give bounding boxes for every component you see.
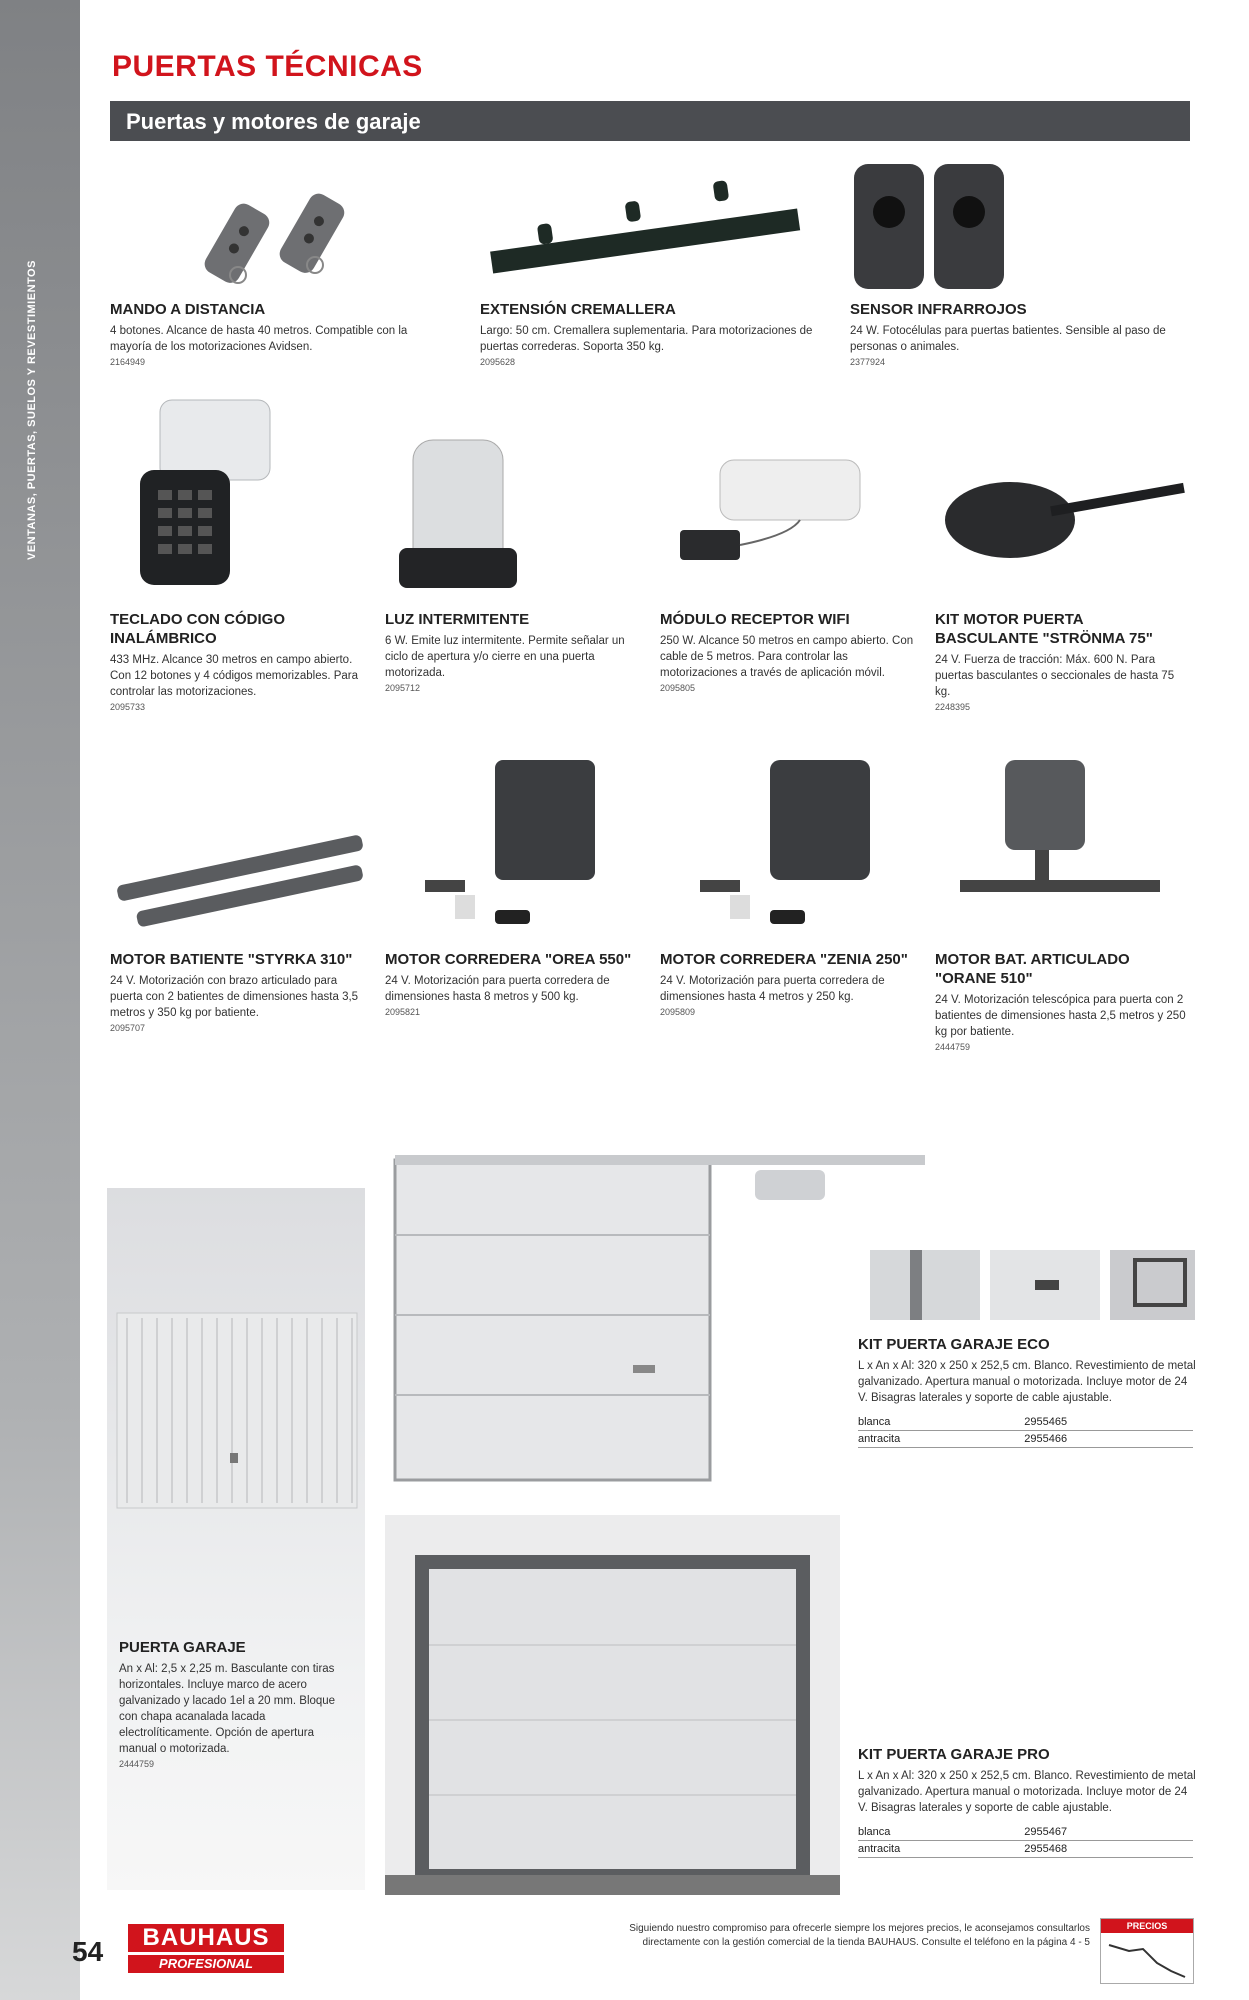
section-title: Puertas y motores de garaje [126, 109, 421, 134]
page-title: PUERTAS TÉCNICAS [112, 50, 423, 83]
product-name: MOTOR CORREDERA "ZENIA 250" [660, 951, 908, 968]
variant-ref: 2955468 [1024, 1841, 1193, 1858]
rack-image [480, 180, 820, 300]
product-desc: 24 V. Motorización con brazo articulado para puerta con 2 batientes de dimensiones hasta 3,5 metros y 350 kg por batiente. [110, 975, 359, 1019]
tilt-motor-image [935, 450, 1190, 610]
product-name: MOTOR BATIENTE "STYRKA 310" [110, 951, 353, 968]
zenia-image [660, 760, 915, 950]
product-desc: L x An x Al: 320 x 250 x 252,5 cm. Blanco. Revestimiento de metal galvanizado. Apertura manual o motorizada. Incluye motor de 24 V. Bisagras laterales y soporte de cable ajustable. [858, 1360, 1196, 1404]
product-ref: 2444759 [119, 1759, 155, 1769]
product-ref: 2164949 [110, 357, 146, 367]
keypad-image [110, 390, 365, 610]
product-ref: 2248395 [935, 702, 971, 712]
bauhaus-logo [128, 1924, 284, 1974]
garage-door-image [107, 1188, 365, 1638]
product-desc: An x Al: 2,5 x 2,25 m. Basculante con tiras horizontales. Incluye marco de acero galvanizado y lacado 1el a 20 mm. Bloque con chapa acanalada lacada electrolíticamente. Opción de apertura manual o motorizada. [119, 1663, 336, 1755]
logo-bottom-text: PROFESIONAL [128, 1955, 284, 1973]
product-name: MANDO A DISTANCIA [110, 301, 266, 318]
eco-variant-table [858, 1414, 1193, 1448]
orea-image [385, 760, 640, 950]
product-name: MOTOR BAT. ARTICULADO "ORANE 510" [935, 951, 1130, 987]
product-name: TECLADO CON CÓDIGO INALÁMBRICO [110, 611, 285, 647]
product-rack-extension[interactable] [480, 180, 820, 367]
product-name: KIT PUERTA GARAJE ECO [858, 1336, 1050, 1353]
variant-ref: 2955465 [1024, 1414, 1193, 1431]
badge-label: PRECIOS [1101, 1919, 1193, 1933]
product-keypad[interactable] [110, 390, 365, 712]
product-ref: 2095707 [110, 1023, 146, 1033]
table-row [858, 1824, 1193, 1841]
eco-door-image [385, 1150, 935, 1490]
product-name: LUZ INTERMITENTE [385, 611, 530, 628]
product-desc: 24 V. Fuerza de tracción: Máx. 600 N. Para puertas basculantes o seccionales de hasta 75 kg. [935, 654, 1175, 698]
product-desc: 4 botones. Alcance de hasta 40 metros. Compatible con la mayoría de los motorizaciones Avidsen. [110, 325, 408, 353]
price-badge [1100, 1918, 1194, 1984]
product-ref: 2095805 [660, 683, 696, 693]
sidebar-text: VENTANAS, PUERTAS, SUELOS Y REVESTIMIENTOS [26, 260, 38, 560]
product-desc: Largo: 50 cm. Cremallera suplementaria. Para motorizaciones de puertas correderas. Soporta 350 kg. [480, 325, 813, 353]
variant-label: antracita [858, 1431, 1024, 1448]
product-remote[interactable] [110, 180, 450, 367]
price-trend-icon [1101, 1933, 1193, 1983]
product-kit-pro[interactable] [858, 1745, 1198, 1858]
product-name: KIT PUERTA GARAJE PRO [858, 1746, 1050, 1763]
variant-label: blanca [858, 1824, 1024, 1841]
product-ref: 2095821 [385, 1007, 421, 1017]
variant-ref: 2955467 [1024, 1824, 1193, 1841]
product-desc: 250 W. Alcance 50 metros en campo abierto. Con cable de 5 metros. Para controlar las motorizaciones a través de aplicación móvil. [660, 635, 914, 679]
product-wifi-receiver[interactable] [660, 440, 915, 693]
table-row [858, 1431, 1193, 1448]
product-motor-orea[interactable] [385, 760, 640, 1017]
product-desc: L x An x Al: 320 x 250 x 252,5 cm. Blanco. Revestimiento de metal galvanizado. Apertura manual o motorizada. Incluye motor de 24 V. Bisagras laterales y soporte de cable ajustable. [858, 1770, 1196, 1814]
product-name: EXTENSIÓN CREMALLERA [480, 301, 676, 318]
variant-ref: 2955466 [1024, 1431, 1193, 1448]
product-infrared-sensor[interactable] [850, 160, 1190, 367]
pro-variant-table [858, 1824, 1193, 1858]
table-row [858, 1841, 1193, 1858]
eco-detail-thumbnails [870, 1250, 1195, 1320]
section-header [110, 101, 1190, 141]
product-motor-styrka[interactable] [110, 760, 365, 1033]
product-desc: 24 V. Motorización para puerta corredera de dimensiones hasta 8 metros y 500 kg. [385, 975, 610, 1003]
variant-label: antracita [858, 1841, 1024, 1858]
orane-image [935, 760, 1190, 950]
flash-light-image [385, 420, 640, 610]
product-name: PUERTA GARAJE [119, 1639, 246, 1656]
product-kit-eco[interactable] [858, 1335, 1198, 1448]
product-motor-zenia[interactable] [660, 760, 915, 1017]
product-ref: 2095733 [110, 702, 146, 712]
product-ref: 2095809 [660, 1007, 696, 1017]
variant-label: blanca [858, 1414, 1024, 1431]
product-desc: 6 W. Emite luz intermitente. Permite señalar un ciclo de apertura y/o cierre en una puerta motorizada. [385, 635, 625, 679]
product-name: KIT MOTOR PUERTA BASCULANTE "STRÖNMA 75" [935, 611, 1153, 647]
price-note: Siguiendo nuestro compromiso para ofrecerle siempre los mejores precios, le aconsejamos consultarlos directamente con la gestión comercial de la tienda BAUHAUS. Consulte el teléfono en la página 4 - 5 [629, 1923, 1090, 1948]
product-ref: 2377924 [850, 357, 886, 367]
remote-image [110, 180, 450, 300]
wifi-receiver-image [660, 440, 915, 610]
product-tilt-motor-kit[interactable] [935, 450, 1190, 712]
page-number: 54 [72, 1936, 104, 1967]
product-name: SENSOR INFRARROJOS [850, 301, 1027, 318]
product-desc: 24 W. Fotocélulas para puertas batientes. Sensible al paso de personas o animales. [850, 325, 1166, 353]
product-ref: 2444759 [935, 1042, 971, 1052]
product-name: MÓDULO RECEPTOR WIFI [660, 611, 850, 628]
product-name: MOTOR CORREDERA "OREA 550" [385, 951, 632, 968]
pro-door-image [385, 1515, 840, 1895]
table-row [858, 1414, 1193, 1431]
product-motor-orane[interactable] [935, 760, 1190, 1052]
product-ref: 2095712 [385, 683, 421, 693]
product-flash-light[interactable] [385, 420, 640, 693]
sidebar-band [0, 0, 80, 2000]
product-ref: 2095628 [480, 357, 516, 367]
product-desc: 24 V. Motorización telescópica para puerta con 2 batientes de dimensiones hasta 2,5 metros y 250 kg por batiente. [935, 994, 1186, 1038]
product-desc: 24 V. Motorización para puerta corredera de dimensiones hasta 4 metros y 250 kg. [660, 975, 885, 1003]
product-garage-door[interactable] [107, 1188, 365, 1890]
product-desc: 433 MHz. Alcance 30 metros en campo abierto. Con 12 botones y 4 códigos memorizables. Para controlar las motorizaciones. [110, 654, 359, 698]
styrka-image [110, 760, 365, 950]
sensor-image [850, 160, 1190, 300]
logo-top-text: BAUHAUS [128, 1924, 284, 1952]
